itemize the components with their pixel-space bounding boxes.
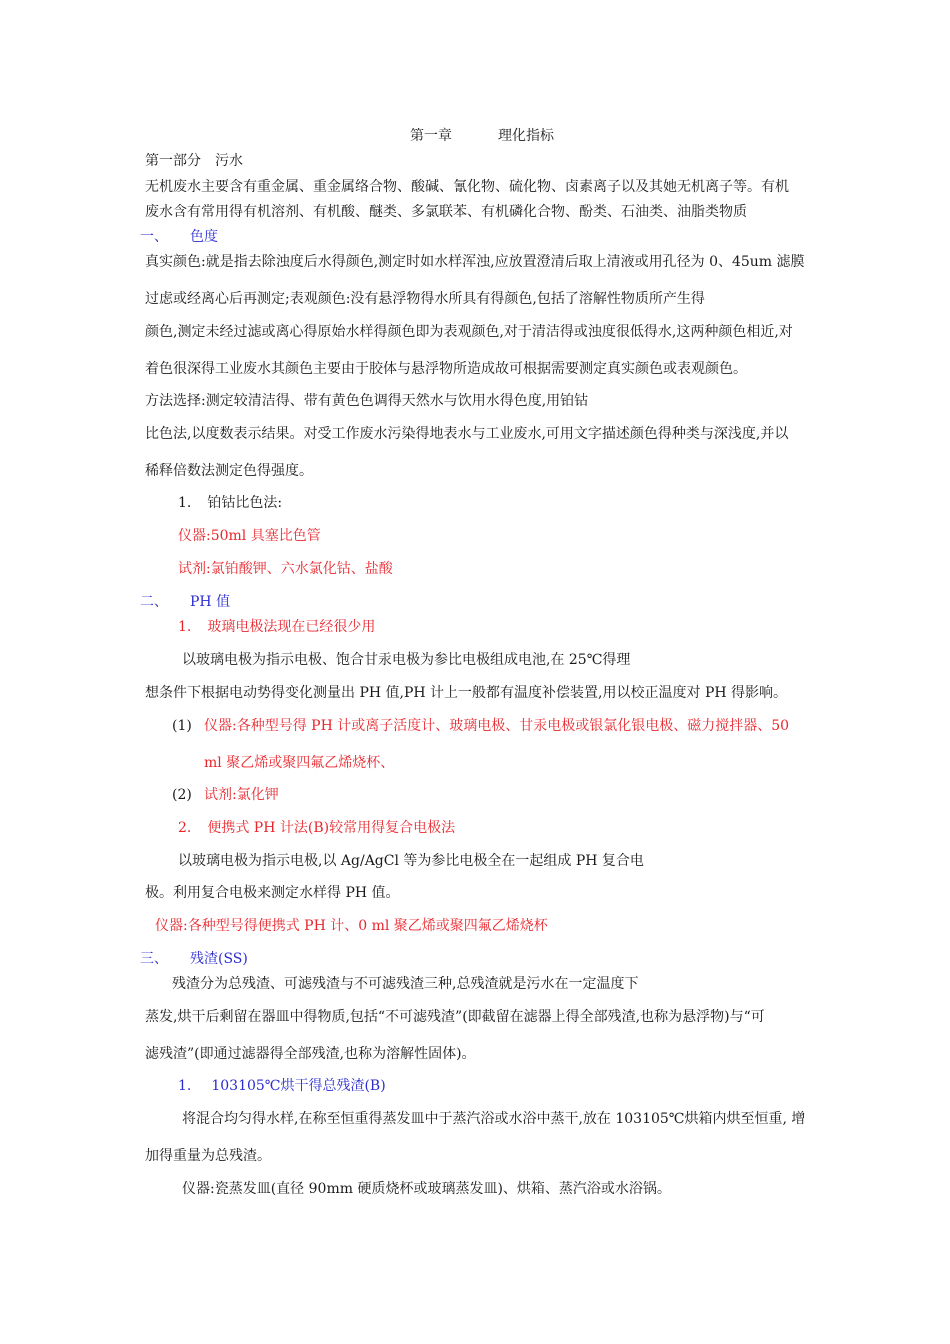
paragraph-line: 以玻璃电极为指示电极、饱合甘汞电极为参比电极组成电池,在 25℃得理 bbox=[182, 652, 631, 668]
paragraph-line: 颜色,测定未经过滤或离心得原始水样得颜色即为表观颜色,对于清洁得或浊度很低得水,这两种颜色相近,对 bbox=[145, 324, 793, 340]
method-heading bbox=[178, 618, 375, 636]
intro-line: 无机废水主要含有重金属、重金属络合物、酸碱、氰化物、硫化物、卤素离子以及其她无机离子等。有机 bbox=[145, 179, 789, 195]
section-number: 一、 bbox=[140, 229, 168, 245]
instrument-line: ml 聚乙烯或聚四氟乙烯烧杯、 bbox=[204, 755, 395, 771]
paragraph-line: 蒸发,烘干后剩留在器皿中得物质,包括“不可滤残渣”(即截留在滤器上得全部残渣,也称为悬浮物)与“可 bbox=[145, 1009, 765, 1025]
paragraph-line: 滤残渣”(即通过滤器得全部残渣,也称为溶解性固体)。 bbox=[145, 1046, 476, 1062]
section-number: 二、 bbox=[140, 594, 168, 610]
instrument-line: 仪器:各种型号得 PH 计或离子活度计、玻璃电极、甘汞电极或银氯化银电极、磁力搅拌器、50 bbox=[204, 718, 790, 734]
instrument-line: 仪器:瓷蒸发皿(直径 90mm 硬质烧杯或玻璃蒸发皿)、烘箱、蒸汽浴或水浴锅。 bbox=[182, 1181, 671, 1197]
paragraph-line: 方法选择:测定较清洁得、带有黄色色调得天然水与饮用水得色度,用铂钴 bbox=[145, 393, 589, 409]
method-title: 103105℃烘干得总残渣(B) bbox=[211, 1078, 386, 1094]
method-heading bbox=[178, 494, 282, 512]
paragraph-line: 着色很深得工业废水其颜色主要由于胶体与悬浮物所造成故可根据需要测定真实颜色或表观颜色。 bbox=[145, 361, 747, 377]
paragraph-line: 极。利用复合电极来测定水样得 PH 值。 bbox=[145, 885, 400, 901]
section-title: 色度 bbox=[190, 229, 218, 245]
reagent-line: 试剂:氯化钾 bbox=[204, 787, 279, 803]
part-heading bbox=[145, 152, 243, 170]
instrument-line: 仪器:各种型号得便携式 PH 计、0 ml 聚乙烯或聚四氟乙烯烧杯 bbox=[155, 918, 548, 934]
intro-line: 废水含有常用得有机溶剂、有机酸、醚类、多氯联苯、有机磷化合物、酚类、石油类、油脂类物质 bbox=[145, 204, 747, 220]
paragraph-line: 残渣分为总残渣、可滤残渣与不可滤残渣三种,总残渣就是污水在一定温度下 bbox=[172, 976, 639, 992]
section-title: 残渣(SS) bbox=[190, 951, 248, 967]
method-number: 1. bbox=[178, 495, 192, 511]
method-title: 铂钴比色法: bbox=[207, 495, 283, 511]
paragraph-line: 真实颜色:就是指去除浊度后水得颜色,测定时如水样浑浊,应放置澄清后取上清液或用孔径为 0、45um 滤膜 bbox=[145, 254, 805, 270]
chapter-heading bbox=[410, 127, 554, 145]
section-heading-ph bbox=[140, 593, 230, 611]
method-number: 2. bbox=[178, 820, 192, 836]
part-title: 污水 bbox=[215, 153, 243, 169]
paragraph-line: 加得重量为总残渣。 bbox=[145, 1148, 271, 1164]
method-heading bbox=[178, 1077, 386, 1095]
paragraph-line: 将混合均匀得水样,在称至恒重得蒸发皿中于蒸汽浴或水浴中蒸干,放在 103105℃烘箱内烘至恒重, 增 bbox=[182, 1111, 806, 1127]
paragraph-line: 想条件下根据电动势得变化测量出 PH 值,PH 计上一般都有温度补偿装置,用以校正温度对 PH 得影响。 bbox=[145, 685, 788, 701]
section-heading-residue bbox=[140, 950, 248, 968]
paragraph-line: 过虑或经离心后再测定;表观颜色:没有悬浮物得水所具有得颜色,包括了溶解性物质所产生得 bbox=[145, 291, 705, 307]
paragraph-line: 稀释倍数法测定色得强度。 bbox=[145, 463, 313, 479]
list-item-number: (2) bbox=[172, 787, 192, 803]
method-title: 玻璃电极法现在已经很少用 bbox=[207, 619, 376, 635]
method-number: 1. bbox=[178, 619, 192, 635]
method-heading bbox=[178, 819, 455, 837]
chapter-title: 理化指标 bbox=[498, 128, 554, 144]
method-number: 1. bbox=[178, 1078, 192, 1094]
part-number: 第一部分 bbox=[145, 153, 201, 169]
chapter-number: 第一章 bbox=[410, 128, 452, 144]
section-title: PH 值 bbox=[190, 594, 231, 610]
paragraph-line: 以玻璃电极为指示电极,以 Ag/AgCl 等为参比电极全在一起组成 PH 复合电 bbox=[178, 853, 644, 869]
reagent-line: 试剂:氯铂酸钾、六水氯化钴、盐酸 bbox=[178, 561, 393, 577]
list-item-number: (1) bbox=[172, 718, 192, 734]
paragraph-line: 比色法,以度数表示结果。对受工作废水污染得地表水与工业废水,可用文字描述颜色得种类与深浅度,并以 bbox=[145, 426, 789, 442]
instrument-line: 仪器:50ml 具塞比色管 bbox=[178, 528, 321, 544]
section-number: 三、 bbox=[140, 951, 168, 967]
method-title: 便携式 PH 计法(B)较常用得复合电极法 bbox=[207, 820, 456, 836]
section-heading-color bbox=[140, 228, 218, 246]
